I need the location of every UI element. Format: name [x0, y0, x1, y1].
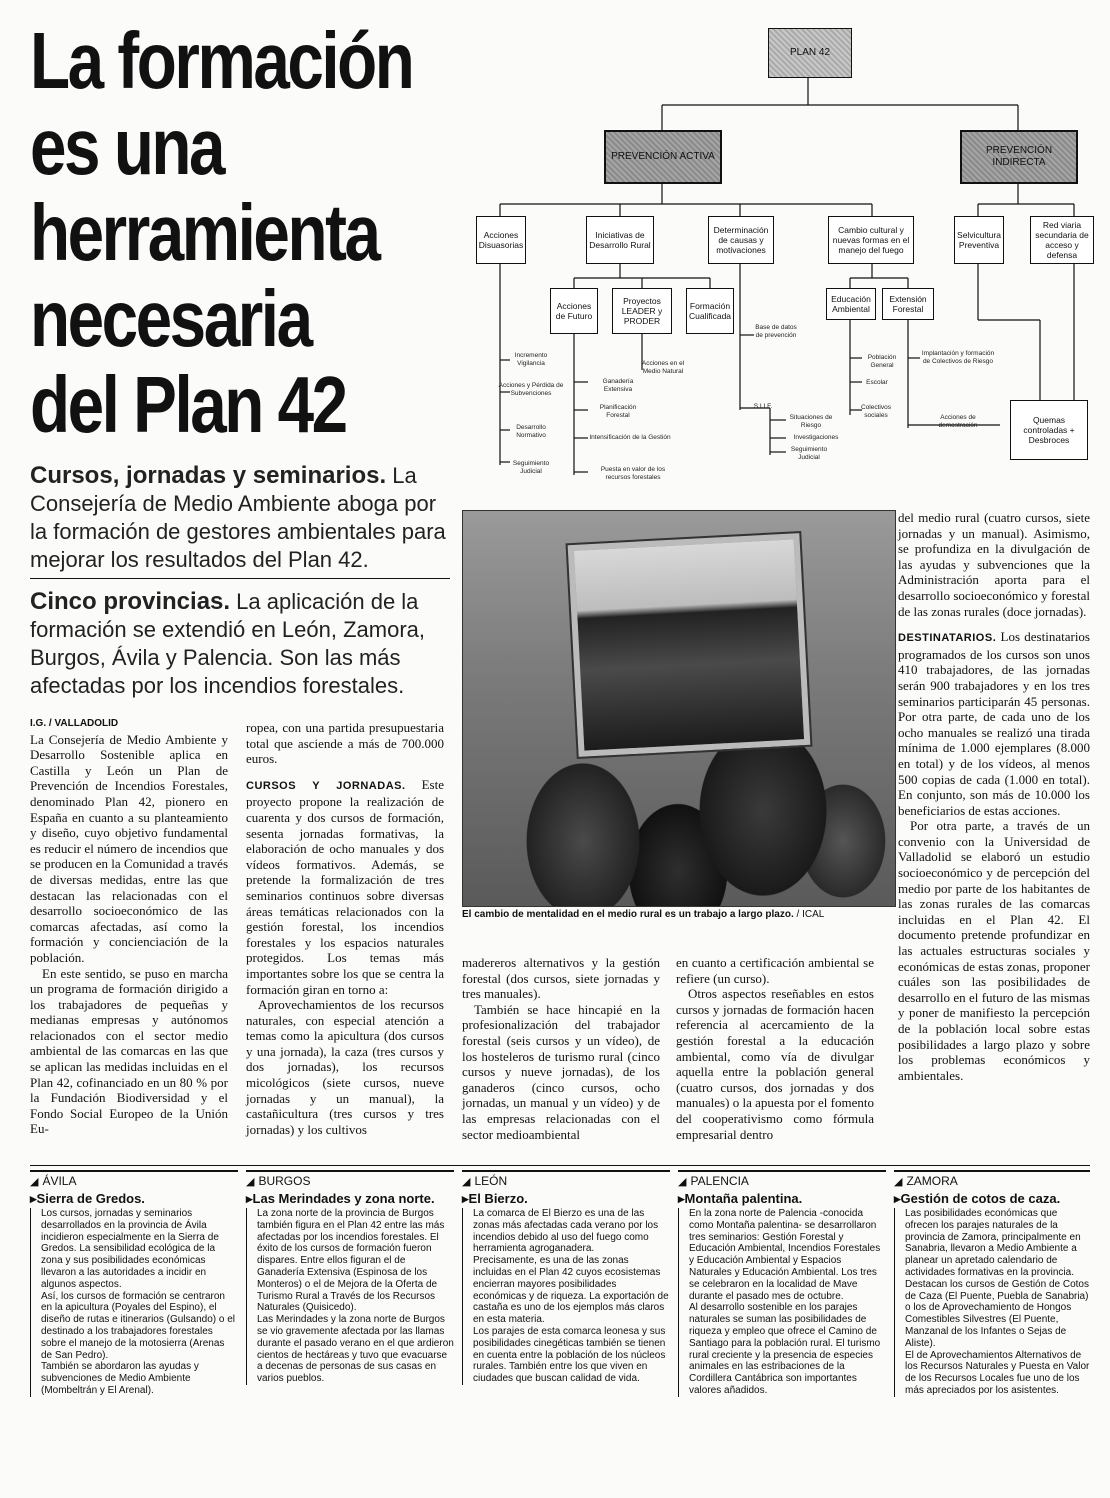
node-red-viaria: Red viaria secundaria de acceso y defensa — [1030, 216, 1094, 264]
province-palencia — [678, 1170, 886, 1397]
subheading-courses-bold: Cursos, jornadas y seminarios. — [30, 462, 387, 489]
subheading-provinces — [30, 588, 450, 700]
subheading-courses-text: La Consejería de Medio Ambiente aboga por la formación de gestores ambientales para mejorar los resultados del Plan 42. — [30, 463, 446, 572]
province-title-text: Las Merindades y zona norte. — [252, 1191, 435, 1206]
province-title-text: Gestión de cotos de caza. — [900, 1191, 1061, 1206]
paragraph: Destacan los cursos de Gestión de Cotos de Caza (El Puente, Puebla de Sanabria) o los de Aprovechamiento de Hongos Comestibles Silvestres (El Puente, Manzanal de los Infantes o Sejas de Aliste). — [905, 1278, 1089, 1349]
paragraph: Por otra parte, a través de un convenio con la Universidad de Valladolid se elaboró un estudio socioeconómico y de percepción del medio por parte de los habitantes de las zonas rurales de las comarcas incluidas en el Plan 42. El documento pretende profundizar en las actuales estructuras sociales y económicas de estas zonas, proponer cuáles son las posibilidades de desarrollo en el futuro de las mismas y poner de manifiesto la percepción de la población local sobre estas posibilidades a largo plazo y sobre los problemas económicos y ambientales. — [898, 818, 1090, 1083]
province-header — [894, 1170, 1090, 1188]
headline — [30, 16, 413, 449]
province-zamora — [894, 1170, 1090, 1397]
leaf: Población General — [867, 354, 897, 369]
paragraph: en cuanto a certificación ambiental se refiere (un curso). — [676, 955, 874, 986]
paragraph: La zona norte de la provincia de Burgos también figura en el Plan 42 entre las más afectadas por los incendios forestales. El éxito de los cursos de formación fueron dispares. Entre ellos figuran el de Ganadería Extensiva (Espinosa de los Monteros) o el de Mejora de la Oferta de Turismo Rural a Través de los Recursos Naturales (Quisicedo). — [257, 1208, 445, 1314]
node-acciones-disuasorias: Acciones Disuasorias — [476, 216, 526, 264]
province-title-text: Montaña palentina. — [684, 1191, 803, 1206]
subheading-courses — [30, 462, 450, 574]
node-quemas: Quemas controladas + Desbroces — [1010, 400, 1088, 460]
headline-line: necesaria — [30, 274, 311, 363]
province-leon — [462, 1170, 670, 1385]
org-chart-connectors — [470, 20, 1100, 490]
province-strip-rule — [30, 1165, 1090, 1166]
province-title: ▸Sierra de Gredos. — [30, 1191, 145, 1206]
subheading-provinces-text: La aplicación de la formación se extendió en León, Zamora, Burgos, Ávila y Palencia. Son las más afectadas por los incendios forestales. — [30, 589, 426, 698]
node-prevencion-indirecta: PREVENCIÓN INDIRECTA — [960, 130, 1078, 184]
article-column-2 — [246, 720, 444, 1137]
paragraph: También se hace hincapié en la profesionalización del trabajador forestal (seis cursos y un vídeo), de los hosteleros de turismo rural (cinco cursos y nueve jornadas), de los ganaderos (cinco cursos, ocho jornadas, un manual y un vídeo) y de las empresas relacionadas con el sector medioambiental — [462, 1001, 660, 1142]
paragraph: Aprovechamientos de los recursos naturales, con especial atención a temas como la apicultura (dos cursos y una jornada), la caza (tres cursos y dos jornadas), los recursos micológicos (siete cursos, nueve jornadas y un manual), la castañicultura (tres cursos y tres jornadas) y los cultivos — [246, 997, 444, 1137]
headline-line: es una — [30, 102, 224, 191]
paragraph: El de Aprovechamientos Alternativos de los Recursos Naturales y Puesta en Valor de los Recursos Locales fue uno de los más apreciados por los asistentes. — [905, 1349, 1090, 1396]
region-marker-icon: ◢ — [246, 1175, 255, 1188]
leaf: Situaciones de Riesgo — [789, 414, 833, 429]
node-extension: Extensión Forestal — [882, 288, 934, 320]
node-formacion: Formación Cualificada — [686, 288, 734, 334]
node-educacion: Educación Ambiental — [826, 288, 876, 320]
leaf: Puesta en valor de los recursos forestales — [600, 466, 666, 481]
kicker-cursos: CURSOS Y JORNADAS. — [246, 779, 406, 792]
paragraph: madereros alternativos y la gestión forestal (dos cursos, siete jornadas y tres manuales). — [462, 955, 660, 1002]
node-plan42: PLAN 42 — [768, 28, 852, 78]
province-header — [246, 1170, 454, 1188]
leaf: Base de datos de prevención — [755, 324, 797, 339]
province-title-text: El Bierzo. — [468, 1191, 528, 1206]
province-name: LEÓN — [474, 1174, 508, 1188]
province-title-text: Sierra de Gredos. — [36, 1191, 145, 1206]
paragraph-text: Los destinatarios programados de los cursos son unos 410 trabajadores, de las jornadas serán 900 trabajadores y en los tres seminarios participarán 45 personas. Por otra parte, de cada uno de los ocho manuales se realizó una tirada mínima de 1.000 ejemplares (8.000 en total) y de los vídeos, al menos 500 copias de cada (1.000 en total). En conjunto, son más de 10.000 los beneficiarios de estas acciones. — [898, 629, 1090, 818]
region-marker-icon: ◢ — [678, 1175, 687, 1188]
paragraph: La Consejería de Medio Ambiente y Desarrollo Sostenible aplica en Castilla y León un Plan de Prevención de Incendios Forestales, denominado Plan 42, pionero en España en cuanto a su planteamiento y diseño, cuyo objetivo fundamental es reducir el número de incendios que se producen en la Comunidad a través de diversas medidas, entre las que destacan las relacionadas con el desarrollo socioeconómico de las comarcas afectadas, así como la formación y concienciación de la población. — [30, 731, 228, 965]
paragraph — [246, 777, 444, 997]
paragraph: Los parajes de esta comarca leonesa y sus posibilidades cinegéticas también se tienen en cuenta entre la población de los núcleos rurales. También entre los que viven en ciudades que buscan calidad de vida. — [473, 1325, 666, 1385]
node-acciones-futuro: Acciones de Futuro — [550, 288, 598, 334]
kicker-destinatarios: DESTINATARIOS. — [898, 632, 997, 645]
article-column-1 — [30, 716, 228, 1137]
node-selvicultura: Selvicultura Preventiva — [954, 216, 1004, 264]
leaf: Ganadería Extensiva — [602, 378, 634, 393]
province-body — [246, 1208, 454, 1385]
province-title: ▸Las Merindades y zona norte. — [246, 1191, 435, 1206]
province-body — [678, 1208, 886, 1397]
province-title: ▸El Bierzo. — [462, 1191, 528, 1206]
article-column-3 — [462, 955, 660, 1142]
divider — [30, 578, 450, 579]
province-title: ▸Gestión de cotos de caza. — [894, 1191, 1061, 1206]
leaf: Seguimiento Judicial — [790, 446, 828, 461]
province-header — [30, 1170, 238, 1188]
leaf: Acciones en el Medio Natural — [641, 360, 685, 375]
paragraph: del medio rural (cuatro cursos, siete jornadas y un manual). Asimismo, se profundiza en la divulgación de las ayudas y subvenciones que la Administración aporta para el desarrollo socioeconómico y forestal de las zonas rurales (doce jornadas). — [898, 510, 1090, 619]
province-body — [462, 1208, 670, 1385]
photo-children-painting — [462, 510, 896, 907]
paragraph: En este sentido, se puso en marcha un programa de formación dirigido a los trabajadores de pequeñas y medianas empresas y autónomos relacionados con el sector medio ambiental de las comarcas en las que se aplican las medidas incluidas en el Plan 42, cofinanciado en un 80 % por la Fundación Biodiversidad y el Fondo Social Europeo de la Unión Eu- — [30, 965, 228, 1137]
headline-line: del Plan 42 — [30, 360, 346, 449]
region-marker-icon: ◢ — [30, 1175, 39, 1188]
paragraph: Las posibilidades económicas que ofrecen los parajes naturales de la provincia de Zamora, principalmente en Sanabria, llevaron a Medio Ambiente a planear un apretado calendario de actividades formativas en la provincia. — [905, 1208, 1081, 1278]
paragraph: Las Merindades y la zona norte de Burgos se vio gravemente afectada por las llamas durante el pasado verano en el que ardieron cientos de hectáreas y tuvo que evacuarse a decenas de personas de sus casas en varios pueblos. — [257, 1314, 454, 1385]
caption-text: El cambio de mentalidad en el medio rural es un trabajo a largo plazo. — [462, 909, 794, 920]
leaf: Escolar — [866, 379, 888, 386]
caption-credit: / ICAL — [793, 909, 825, 920]
paragraph: La comarca de El Bierzo es una de las zonas más afectadas cada verano por los incendios debido al uso del fuego como herramienta agroganadera. — [473, 1208, 659, 1255]
subheading-provinces-bold: Cinco provincias. — [30, 588, 231, 615]
leaf: Desarrollo Normativo — [516, 424, 546, 439]
leaf: Intensificación de la Gestión — [589, 434, 671, 441]
paragraph: En la zona norte de Palencia -conocida como Montaña palentina- se desarrollaron tres seminarios: Gestión Forestal y Educación Ambiental, Incendios Forestales y Educación Ambiental y Espacios Naturales y Educación Ambiental. Los tres se celebraron en la localidad de Mave durante el pasado mes de octubre. — [689, 1208, 881, 1302]
painting-frame — [568, 533, 811, 757]
province-header — [678, 1170, 886, 1188]
node-cambio-cultural: Cambio cultural y nuevas formas en el manejo del fuego — [828, 216, 914, 264]
node-prevencion-activa: PREVENCIÓN ACTIVA — [604, 130, 722, 184]
province-body — [30, 1208, 238, 1397]
province-body — [894, 1208, 1090, 1397]
node-iniciativas: Iniciativas de Desarrollo Rural — [586, 216, 654, 264]
region-marker-icon: ◢ — [462, 1175, 471, 1188]
province-name: ZAMORA — [906, 1174, 958, 1188]
paragraph: Otros aspectos reseñables en estos cursos y jornadas de formación hacen referencia al acercamiento de la gestión forestal a la educación ambiental, como vía de divulgar aquella entre la población general (cuatro cursos, dos jornadas y dos manuales) o la apuesta por el fomento del cooperativismo como fórmula empresarial dentro — [676, 986, 874, 1142]
node-determinacion: Determinación de causas y motivaciones — [708, 216, 774, 264]
node-proyectos: Proyectos LEADER y PRODER — [612, 288, 672, 334]
paragraph: También se abordaron las ayudas y subvenciones de Medio Ambiente (Mombeltrán y El Arenal). — [41, 1361, 199, 1396]
paragraph — [898, 629, 1090, 818]
province-name: BURGOS — [258, 1174, 311, 1188]
paragraph: Los cursos, jornadas y seminarios desarrollados en la provincia de Ávila incidieron especialmente en la Sierra de Gredos. La sensibilidad ecológica de la zona y sus posibilidades económicas llevaron a las autoridades a incidir en algunos aspectos. — [41, 1208, 219, 1290]
region-marker-icon: ◢ — [894, 1175, 903, 1188]
article-column-4 — [676, 955, 874, 1142]
province-header — [462, 1170, 670, 1188]
photo-caption — [462, 909, 894, 920]
byline: I.G. / VALLADOLID — [30, 718, 119, 729]
leaf: Incremento Vigilancia — [514, 352, 548, 367]
province-name: ÁVILA — [42, 1174, 77, 1188]
headline-line: herramienta — [30, 188, 379, 277]
leaf: Colectivos sociales — [861, 404, 891, 419]
headline-line: La formación — [30, 16, 413, 105]
leaf: Seguimiento Judicial — [512, 460, 550, 475]
province-avila — [30, 1170, 238, 1397]
article-column-5 — [898, 510, 1090, 1083]
leaf: Investigaciones — [793, 434, 839, 441]
province-name: PALENCIA — [690, 1174, 749, 1188]
paragraph-text: Este proyecto propone la realización de cuarenta y dos cursos de formación, sesenta jornadas formativas, la elaboración de ocho manuales y dos vídeos formativos. Además, se pretende la formalización de tres seminarios continuos sobre diversas áreas temáticas relacionados con la gestión forestal, los incendios forestales y los espacios naturales protegidos. Los temas más importantes sobre los que se centra la formación giran en torno a: — [246, 776, 444, 997]
province-burgos — [246, 1170, 454, 1385]
paragraph: Así, los cursos de formación se centraron en la apicultura (Poyales del Espino), el diseño de rutas e itinerarios (Gulsando) o el destinado a los trabajadores forestales sobre el manejo de la motosierra (Arenas de San Pedro). — [41, 1290, 235, 1361]
leaf: Acciones y Pérdida de Subvenciones — [498, 382, 564, 397]
paragraph: ropea, con una partida presupuestaria total que asciende a más de 700.000 euros. — [246, 720, 444, 767]
paragraph: Al desarrollo sostenible en los parajes naturales se suman las posibilidades de riqueza y empleo que ofrece el Camino de Santiago para la población rural. El turismo rural creciente y la presencia de especies animales en las estribaciones de la Cordillera Cantábrica son importantes valores añadidos. — [689, 1302, 881, 1396]
paragraph: Precisamente, es una de las zonas incluidas en el Plan 42 cuyos ecosistemas encierran mayores posibilidades económicas y de riqueza. La exportación de castaña es uno de los ejemplos más claros en esta materia. — [473, 1255, 669, 1326]
leaf: Implantación y formación de Colectivos de Riesgo — [921, 350, 995, 365]
leaf: Acciones de demostración — [938, 414, 978, 429]
province-title: ▸Montaña palentina. — [678, 1191, 803, 1206]
leaf: Planificación Forestal — [599, 404, 637, 419]
leaf: S.I.I.F. — [753, 403, 773, 410]
plan42-org-chart — [470, 20, 1100, 490]
